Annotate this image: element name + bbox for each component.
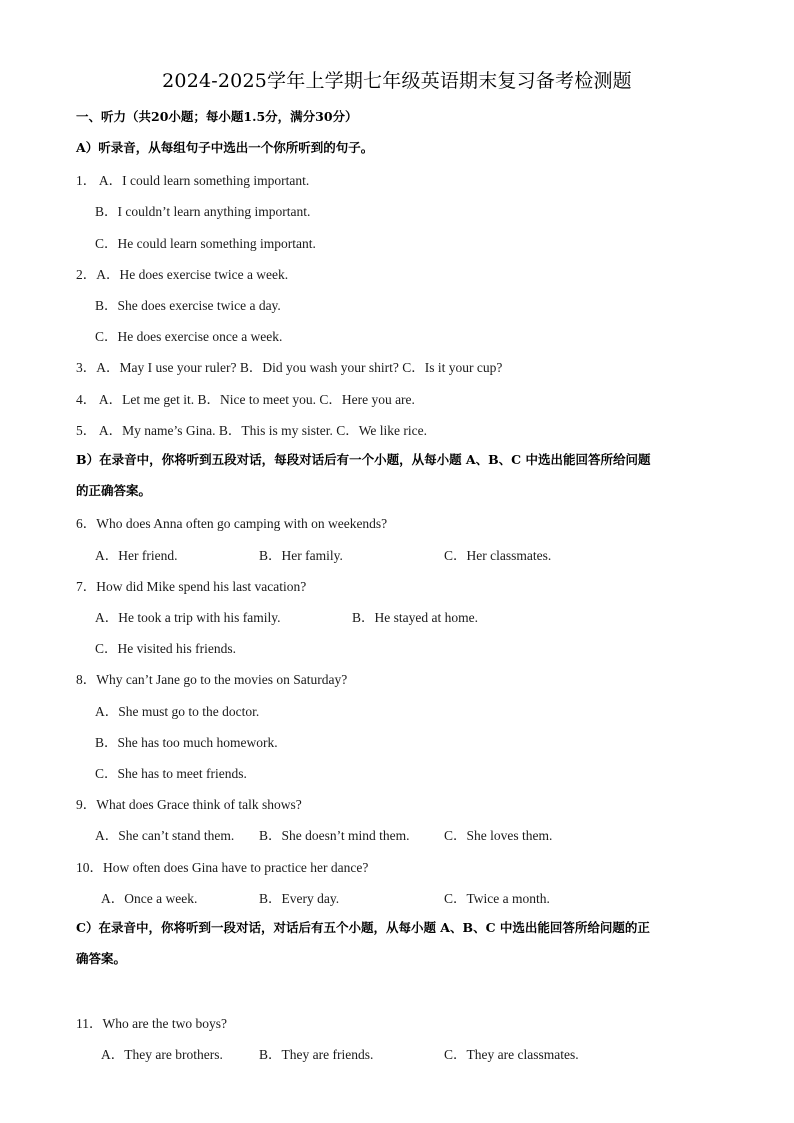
question-1-option-c: C．He could learn something important. xyxy=(95,236,316,251)
part-b-instruction-line2: 的正确答案。 xyxy=(76,483,152,498)
question-3-options: 3．A．May I use your ruler? B．Did you wash your shirt? C．Is it your cup? xyxy=(76,360,503,375)
part-c-instruction-line2: 确答案。 xyxy=(76,951,127,966)
question-8-option-a: A．She must go to the doctor. xyxy=(95,704,260,719)
part-a-instruction: A）听录音，从每组句子中选出一个你所听到的句子。 xyxy=(76,140,374,155)
question-1-option-a: 1． A．I could learn something important. xyxy=(76,173,310,188)
part-b-instruction-line1: B）在录音中，你将听到五段对话，每段对话后有一个小题，从每小题 A、B、C 中选出能回答所给问题 xyxy=(76,452,651,467)
question-2-option-a: 2．A．He does exercise twice a week. xyxy=(76,267,289,282)
question-4-options: 4． A．Let me get it. B．Nice to meet you. C．Here you are. xyxy=(76,392,415,407)
question-6-option-b: B．Her family. xyxy=(259,548,343,563)
question-10-text: 10．How often does Gina have to practice her dance? xyxy=(76,860,369,875)
question-10-option-c: C．Twice a month. xyxy=(444,891,550,906)
question-1-option-b: B．I couldn’t learn anything important. xyxy=(95,204,311,219)
question-9-text: 9．What does Grace think of talk shows? xyxy=(76,797,302,812)
question-7-option-c: C．He visited his friends. xyxy=(95,641,236,656)
question-5-options: 5． A．My name’s Gina. B．This is my sister. C．We like rice. xyxy=(76,423,428,438)
part-c-instruction-line1: C）在录音中，你将听到一段对话，对话后有五个小题，从每小题 A、B、C 中选出能回答所给问题的正 xyxy=(76,920,650,935)
question-9-option-b: B．She doesn’t mind them. xyxy=(259,828,410,843)
question-7-option-b: B．He stayed at home. xyxy=(352,610,478,625)
question-9-option-c: C．She loves them. xyxy=(444,828,553,843)
question-6-text: 6．Who does Anna often go camping with on weekends? xyxy=(76,516,388,531)
question-10-option-a: A．Once a week. xyxy=(101,891,198,906)
question-7-text: 7．How did Mike spend his last vacation? xyxy=(76,579,307,594)
question-2-option-c: C．He does exercise once a week. xyxy=(95,329,283,344)
question-11-text: 11．Who are the two boys? xyxy=(76,1016,227,1031)
question-8-text: 8．Why can’t Jane go to the movies on Saturday? xyxy=(76,672,348,687)
question-8-option-c: C．She has to meet friends. xyxy=(95,766,247,781)
question-10-option-b: B．Every day. xyxy=(259,891,340,906)
question-6-option-c: C．Her classmates. xyxy=(444,548,552,563)
question-11-option-a: A．They are brothers. xyxy=(101,1047,223,1062)
question-9-option-a: A．She can’t stand them. xyxy=(95,828,235,843)
section-heading-listening: 一、听力（共20小题；每小题1.5分，满分30分） xyxy=(76,109,358,124)
question-8-option-b: B．She has too much homework. xyxy=(95,735,278,750)
question-2-option-b: B．She does exercise twice a day. xyxy=(95,298,281,313)
page-title: 2024-2025学年上学期七年级英语期末复习备考检测题 xyxy=(162,70,632,92)
question-11-option-b: B．They are friends. xyxy=(259,1047,374,1062)
question-6-option-a: A．Her friend. xyxy=(95,548,178,563)
question-11-option-c: C．They are classmates. xyxy=(444,1047,579,1062)
question-7-option-a: A．He took a trip with his family. xyxy=(95,610,281,625)
